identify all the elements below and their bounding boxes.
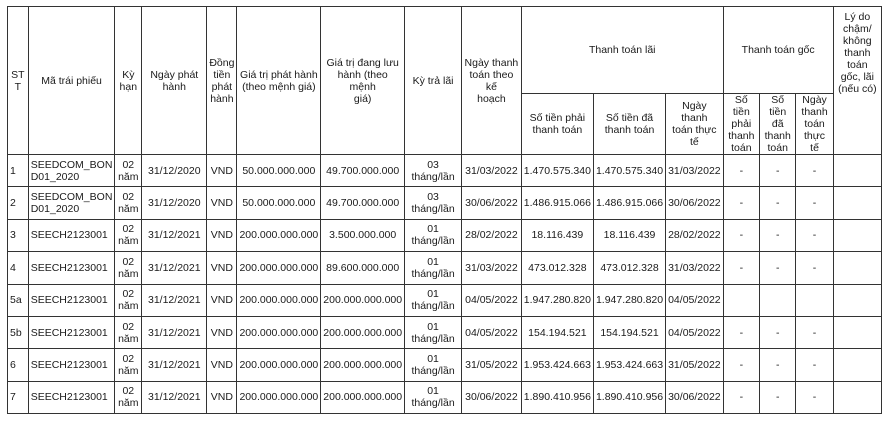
interest-paid-cell: 18.116.439: [593, 219, 665, 251]
term-cell: 02 năm: [115, 349, 142, 381]
bond-code-cell: SEECH2123001: [28, 252, 115, 284]
outstanding-value-cell: 49.700.000.000: [321, 187, 405, 219]
term-cell: 02 năm: [115, 187, 142, 219]
interest-actual-date-cell: 31/03/2022: [666, 155, 724, 187]
principal-actual-date-cell: -: [796, 381, 833, 413]
outstanding-value-cell: 3.500.000.000: [321, 219, 405, 251]
header-delay-reason: Lý do chậm/ không thanh toán gốc, lãi (nếu có): [833, 7, 881, 155]
row-stt: 6: [8, 349, 29, 381]
row-stt: 2: [8, 187, 29, 219]
delay-reason-cell: [833, 252, 881, 284]
term-cell: 02 năm: [115, 316, 142, 348]
issue-value-cell: 50.000.000.000: [237, 187, 321, 219]
header-interest-payment: Thanh toán lãi: [521, 7, 723, 94]
interest-period-cell: 01 tháng/lần: [405, 349, 462, 381]
header-issue-value: Giá trị phát hành (theo mệnh giá): [237, 7, 321, 155]
interest-paid-cell: 154.194.521: [593, 316, 665, 348]
interest-payable-cell: 1.486.915.066: [521, 187, 593, 219]
header-outstanding-value: Giá trị đang lưu hành (theo mệnh giá): [321, 7, 405, 155]
issue-date-cell: 31/12/2020: [142, 187, 207, 219]
term-cell: 02 năm: [115, 155, 142, 187]
currency-cell: VND: [207, 219, 237, 251]
header-interest-paid: Số tiền đã thanh toán: [593, 94, 665, 155]
delay-reason-cell: [833, 219, 881, 251]
interest-actual-date-cell: 31/05/2022: [666, 349, 724, 381]
row-stt: 5b: [8, 316, 29, 348]
term-cell: 02 năm: [115, 252, 142, 284]
planned-date-cell: 31/03/2022: [462, 155, 522, 187]
principal-payable-cell: -: [723, 155, 759, 187]
table-row: [8, 284, 882, 316]
issue-date-cell: 31/12/2021: [142, 252, 207, 284]
principal-paid-cell: -: [760, 381, 796, 413]
interest-period-cell: 01 tháng/lần: [405, 252, 462, 284]
principal-actual-date-cell: -: [796, 349, 833, 381]
planned-date-cell: 30/06/2022: [462, 381, 522, 413]
interest-payable-cell: 154.194.521: [521, 316, 593, 348]
issue-date-cell: 31/12/2021: [142, 349, 207, 381]
outstanding-value-cell: 200.000.000.000: [321, 284, 405, 316]
currency-cell: VND: [207, 381, 237, 413]
issue-value-cell: 200.000.000.000: [237, 316, 321, 348]
issue-value-cell: 50.000.000.000: [237, 155, 321, 187]
issue-value-cell: 200.000.000.000: [237, 284, 321, 316]
planned-date-cell: 28/02/2022: [462, 219, 522, 251]
interest-actual-date-cell: 30/06/2022: [666, 381, 724, 413]
row-stt: 1: [8, 155, 29, 187]
principal-actual-date-cell: -: [796, 155, 833, 187]
principal-paid-cell: -: [760, 316, 796, 348]
interest-payable-cell: 1.947.280.820: [521, 284, 593, 316]
interest-payable-cell: 473.012.328: [521, 252, 593, 284]
header-principal-actual-date: Ngày thanh toán thực tế: [796, 94, 833, 155]
interest-paid-cell: 1.890.410.956: [593, 381, 665, 413]
table-row: [8, 252, 882, 284]
planned-date-cell: 04/05/2022: [462, 316, 522, 348]
row-stt: 7: [8, 381, 29, 413]
interest-period-cell: 01 tháng/lần: [405, 284, 462, 316]
currency-cell: VND: [207, 187, 237, 219]
delay-reason-cell: [833, 349, 881, 381]
header-principal-payable: Số tiền phải thanh toán: [723, 94, 759, 155]
planned-date-cell: 31/03/2022: [462, 252, 522, 284]
planned-date-cell: 30/06/2022: [462, 187, 522, 219]
principal-payable-cell: -: [723, 219, 759, 251]
interest-actual-date-cell: 04/05/2022: [666, 316, 724, 348]
bond-code-cell: SEECH2123001: [28, 316, 115, 348]
header-term: Kỳ hạn: [115, 7, 142, 155]
interest-period-cell: 03 tháng/lần: [405, 187, 462, 219]
interest-actual-date-cell: 30/06/2022: [666, 187, 724, 219]
term-cell: 02 năm: [115, 219, 142, 251]
issue-value-cell: 200.000.000.000: [237, 219, 321, 251]
principal-paid-cell: -: [760, 349, 796, 381]
currency-cell: VND: [207, 252, 237, 284]
interest-paid-cell: 1.953.424.663: [593, 349, 665, 381]
outstanding-value-cell: 49.700.000.000: [321, 155, 405, 187]
interest-paid-cell: 1.947.280.820: [593, 284, 665, 316]
issue-date-cell: 31/12/2021: [142, 219, 207, 251]
issue-date-cell: 31/12/2020: [142, 155, 207, 187]
delay-reason-cell: [833, 316, 881, 348]
principal-paid-cell: -: [760, 252, 796, 284]
principal-actual-date-cell: -: [796, 316, 833, 348]
bond-code-cell: SEECH2123001: [28, 219, 115, 251]
principal-paid-cell: [760, 284, 796, 316]
interest-payable-cell: 1.470.575.340: [521, 155, 593, 187]
interest-period-cell: 03 tháng/lần: [405, 155, 462, 187]
currency-cell: VND: [207, 284, 237, 316]
header-issue-date: Ngày phát hành: [142, 7, 207, 155]
principal-actual-date-cell: -: [796, 187, 833, 219]
issue-value-cell: 200.000.000.000: [237, 349, 321, 381]
delay-reason-cell: [833, 284, 881, 316]
principal-actual-date-cell: [796, 284, 833, 316]
bond-code-cell: SEEDCOM_BON D01_2020: [28, 187, 115, 219]
principal-payable-cell: -: [723, 381, 759, 413]
issue-value-cell: 200.000.000.000: [237, 252, 321, 284]
issue-date-cell: 31/12/2021: [142, 284, 207, 316]
table-row: [8, 316, 882, 348]
interest-actual-date-cell: 04/05/2022: [666, 284, 724, 316]
outstanding-value-cell: 200.000.000.000: [321, 349, 405, 381]
header-principal-payment: Thanh toán gốc: [723, 7, 833, 94]
row-stt: 5a: [8, 284, 29, 316]
issue-date-cell: 31/12/2021: [142, 316, 207, 348]
table-row: [8, 219, 882, 251]
principal-payable-cell: [723, 284, 759, 316]
row-stt: 3: [8, 219, 29, 251]
interest-payable-cell: 1.890.410.956: [521, 381, 593, 413]
header-principal-paid: Số tiền đã thanh toán: [760, 94, 796, 155]
principal-payable-cell: -: [723, 349, 759, 381]
issue-value-cell: 200.000.000.000: [237, 381, 321, 413]
principal-payable-cell: -: [723, 187, 759, 219]
header-interest-period: Kỳ trả lãi: [405, 7, 462, 155]
bond-code-cell: SEECH2123001: [28, 349, 115, 381]
interest-actual-date-cell: 28/02/2022: [666, 219, 724, 251]
delay-reason-cell: [833, 155, 881, 187]
table-row: [8, 155, 882, 187]
currency-cell: VND: [207, 316, 237, 348]
bond-code-cell: SEECH2123001: [28, 284, 115, 316]
table-row: [8, 187, 882, 219]
planned-date-cell: 31/05/2022: [462, 349, 522, 381]
bond-payment-table: [7, 6, 882, 414]
header-interest-actual-date: Ngày thanh toán thực tế: [666, 94, 724, 155]
interest-paid-cell: 473.012.328: [593, 252, 665, 284]
table-row: [8, 349, 882, 381]
interest-paid-cell: 1.486.915.066: [593, 187, 665, 219]
outstanding-value-cell: 89.600.000.000: [321, 252, 405, 284]
currency-cell: VND: [207, 155, 237, 187]
table-row: [8, 381, 882, 413]
currency-cell: VND: [207, 349, 237, 381]
header-interest-payable: Số tiền phải thanh toán: [521, 94, 593, 155]
header-bond-code: Mã trái phiếu: [28, 7, 115, 155]
principal-paid-cell: -: [760, 187, 796, 219]
interest-actual-date-cell: 31/03/2022: [666, 252, 724, 284]
interest-period-cell: 01 tháng/lần: [405, 219, 462, 251]
term-cell: 02 năm: [115, 381, 142, 413]
header-planned-date: Ngày thanh toán theo kế hoạch: [462, 7, 522, 155]
interest-period-cell: 01 tháng/lần: [405, 381, 462, 413]
interest-payable-cell: 18.116.439: [521, 219, 593, 251]
delay-reason-cell: [833, 187, 881, 219]
header-stt: ST T: [8, 7, 29, 155]
interest-paid-cell: 1.470.575.340: [593, 155, 665, 187]
planned-date-cell: 04/05/2022: [462, 284, 522, 316]
principal-payable-cell: -: [723, 252, 759, 284]
principal-paid-cell: -: [760, 219, 796, 251]
row-stt: 4: [8, 252, 29, 284]
table-body: [8, 155, 882, 414]
interest-payable-cell: 1.953.424.663: [521, 349, 593, 381]
delay-reason-cell: [833, 381, 881, 413]
header-currency: Đồng tiền phát hành: [207, 7, 237, 155]
issue-date-cell: 31/12/2021: [142, 381, 207, 413]
outstanding-value-cell: 200.000.000.000: [321, 381, 405, 413]
term-cell: 02 năm: [115, 284, 142, 316]
principal-actual-date-cell: -: [796, 252, 833, 284]
principal-paid-cell: -: [760, 155, 796, 187]
bond-code-cell: SEECH2123001: [28, 381, 115, 413]
principal-payable-cell: -: [723, 316, 759, 348]
principal-actual-date-cell: -: [796, 219, 833, 251]
outstanding-value-cell: 200.000.000.000: [321, 316, 405, 348]
interest-period-cell: 01 tháng/lần: [405, 316, 462, 348]
bond-code-cell: SEEDCOM_BON D01_2020: [28, 155, 115, 187]
